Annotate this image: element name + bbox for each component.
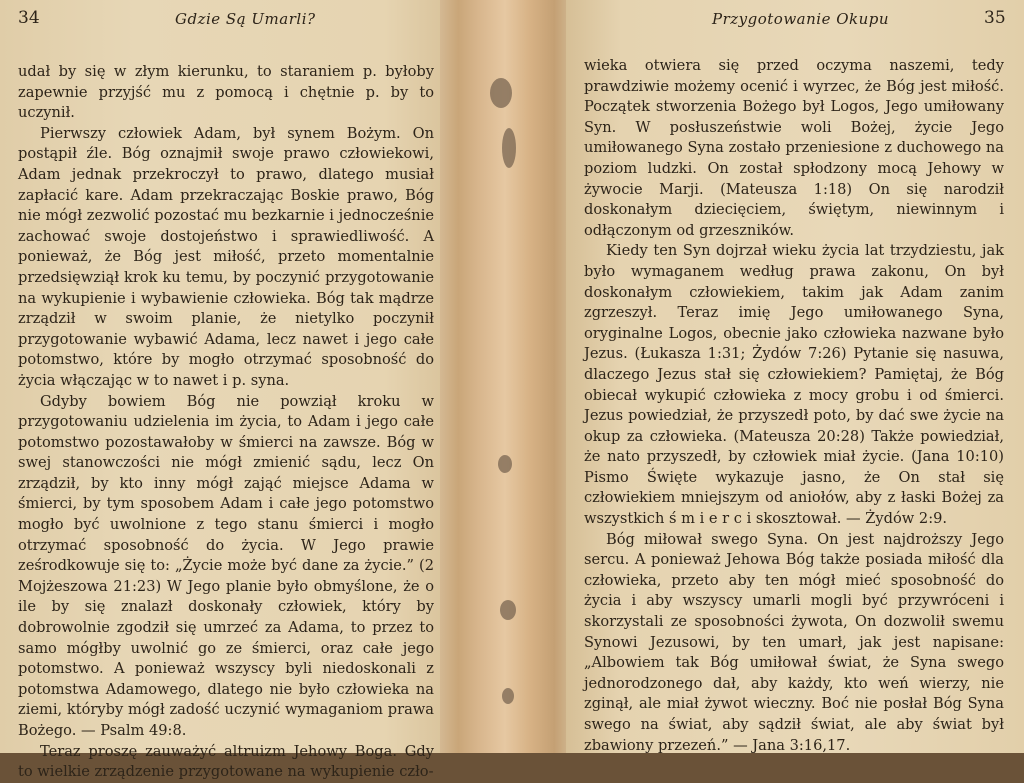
page-number-right: 35 bbox=[984, 8, 1006, 28]
paragraph: Teraz proszę zauważyć altruizm Jehowy Boga. Gdy to wielkie zrządzenie przygotowane na wykupienie czło- bbox=[18, 742, 434, 781]
stain-mark bbox=[498, 455, 512, 473]
paragraph: udał by się w złym kierunku, to staraniem p. byłoby zapewnie przyjść mu z pomocą i chętnie p. by to uczynił. bbox=[18, 63, 434, 122]
right-page-text bbox=[584, 56, 1004, 756]
left-page bbox=[0, 0, 452, 781]
running-head-left: Gdzie Są Umarli? bbox=[175, 10, 316, 28]
stain-mark bbox=[490, 78, 512, 108]
book-gutter bbox=[440, 0, 570, 753]
paragraph: Kiedy ten Syn dojrzał wieku życia lat trzydziestu, jak było wymaganem według prawa zakonu, On był doskonałym człowiekiem, takim jak Adam zanim zgrzeszył. Teraz imię Jego umiłowanego Syna, oryginalne Logos, obecnie jako człowieka nazwane było Jezus. (Łukasza 1:31; Żydów 7:26) Pytanie się nasuwa, dlaczego Jezus stał się człowiekiem? Pamiętaj, że Bóg obiecał wykupić człowieka z mocy grobu i od śmierci. Jezus powiedział, że przyszedł poto, by dać swe życie na okup za człowieka. (Mateusza 20:28) Także powiedział, że nato przyszedł, by człowiek miał życie. (Jana 10:10) Pismo Święte wykazuje jasno, że On stał się człowiekiem mniejszym od aniołów, aby z łaski Bożej za wszystkich ś m i e r c i skosztował. — Żydów 2:9. bbox=[584, 242, 1004, 528]
right-page bbox=[566, 0, 1024, 753]
page-number-left: 34 bbox=[18, 8, 40, 28]
paragraph: Bóg miłował swego Syna. On jest najdroższy Jego sercu. A ponieważ Jehowa Bóg także posiada miłość dla człowieka, przeto aby ten mógł mieć sposobność do życia i aby wszyscy umarli mogli być przywróceni i skorzystali ze sposobności żywota, On dozwolił swemu Synowi Jezusowi, by ten umarł, jak jest napisane: „Albowiem tak Bóg umiłował świat, że Syna swego jednorodzonego dał, aby każdy, kto weń wierzy, nie zginął, ale miał żywot wieczny. Boć nie posłał Bóg Syna swego na świat, aby sądził świat, ale aby świat był zbawiony przezeń.” — Jana 3:16,17. bbox=[584, 530, 1004, 754]
stain-mark bbox=[502, 128, 516, 168]
paragraph: wieka otwiera się przed oczyma naszemi, tedy prawdziwie możemy ocenić i wyrzec, że Bóg jest miłość. Początek stworzenia Bożego był Logos, Jego umiłowany Syn. W posłuszeństwie woli Bożej, życie Jego umiłowanego Syna zostało przeniesione z duchowego na poziom ludzki. On został spłodzony mocą Jehowy w żywocie Marji. (Mateusza 1:18) On się narodził doskonałym dziecięciem, świętym, niewinnym i odłączonym od grzeszników. bbox=[584, 57, 1004, 239]
left-page-text bbox=[18, 62, 434, 783]
paragraph: Pierwszy człowiek Adam, był synem Bożym. On postąpił źle. Bóg oznajmił swoje prawo człowiekowi, Adam jednak przekroczył to prawo, dlatego musiał zapłacić kare. Adam przekraczając Boskie prawo, Bóg nie mógł zezwolić pozostać mu bezkarnie i jednocześnie zachować swoje dostojeństwo i sprawiedliwość. A ponieważ, że Bóg jest miłość, przeto momentalnie przedsięwziął krok ku temu, by poczynić przygotowanie na wykupienie i wybawienie człowieka. Bóg tak mądrze zrządził w swoim planie, że nietylko poczynił przygotowanie wybawić Adama, lecz nawet i jego całe potomstwo, które by mogło otrzymać sposobność do życia włączając w to nawet i p. syna. bbox=[18, 124, 434, 389]
running-head-right: Przygotowanie Okupu bbox=[712, 10, 890, 28]
paragraph: Gdyby bowiem Bóg nie powziął kroku w przygotowaniu udzielenia im życia, to Adam i jego całe potomstwo pozostawałoby w śmierci na zawsze. Bóg w swej stanowczości nie mógł zmienić sądu, lecz On zrządził, by kto inny mógł zająć miejsce Adama w śmierci, by tym sposobem Adam i całe jego potomstwo mogło być uwolnione z tego stanu śmierci i mogło otrzymać sposobność do życia. W Jego prawie ześrodkowuje się to: „Życie może być dane za życie.” (2 Mojżeszowa 21:23) W Jego planie było obmyślone, że o ile by się znalazł doskonały człowiek, który by dobrowolnie zgodził się umrzeć za Adama, to przez to samo mógłby uwolnić go ze śmierci, oraz całe jego potomstwo. A ponieważ wszyscy byli niedoskonali z potomstwa Adamowego, dlatego nie było człowieka na ziemi, któryby mógł zadość uczynić wymaganiom prawa Bożego. — Psalm 49:8. bbox=[18, 392, 434, 739]
stain-mark bbox=[500, 600, 516, 620]
stain-mark bbox=[502, 688, 514, 704]
